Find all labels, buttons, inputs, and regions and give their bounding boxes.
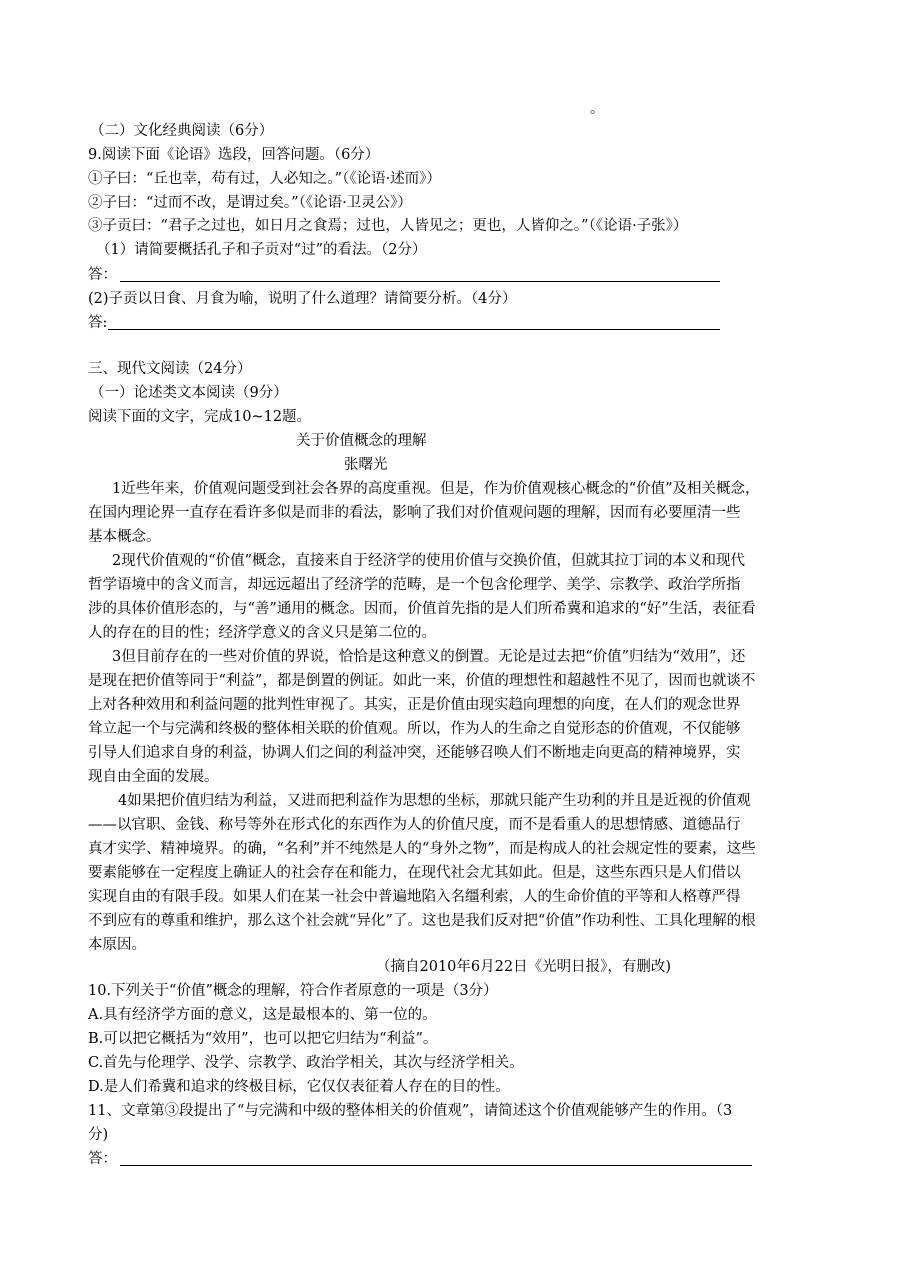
paragraph-4-line-4: 要素能够在一定程度上确证人的社会存在和能力，在现代社会尤其如此。但是，这些东西只是人们借以: [88, 865, 741, 881]
answer-line-1[interactable]: [120, 281, 720, 282]
reading-instruction: 阅读下面的文字，完成10~12题。: [88, 409, 312, 425]
top-dot: 。: [590, 101, 605, 117]
answer-line-3[interactable]: [120, 1165, 752, 1166]
option-d[interactable]: D.是人们希冀和追求的终极目标，它仅仅表征着人存在的目的性。: [88, 1079, 510, 1095]
subsection-heading-argumentative: （一）论述类文本阅读（9分）: [90, 385, 288, 401]
paragraph-4-line-5: 实现自由的有限手段。如果人们在某一社会中普遍地陷入名缰利索，人的生命价值的平等和人格尊严得: [88, 889, 741, 905]
question-11-line-2: 分): [88, 1127, 109, 1143]
paragraph-4-line-7: 本原因。: [88, 937, 146, 953]
answer-line-2[interactable]: [108, 329, 720, 330]
paragraph-3-line-5: 引导人们追求自身的利益，协调人们之间的利益冲突，还能够召唤人们不断地走向更高的精神境界，实: [88, 745, 741, 761]
paragraph-3-line-4: 耸立起一个与完满和终极的整体相关联的价值观。所以，作为人的生命之自觉形态的价值观，不仅能够: [88, 721, 741, 737]
question-10: 10.下列关于“价值”概念的理解，符合作者原意的一项是（3分）: [88, 983, 498, 999]
article-source: （摘自2010年6月22日《光明日报》，有删改): [376, 959, 671, 975]
article-title: 关于价值概念的理解: [296, 433, 427, 449]
quote-3: ③子贡曰：“君子之过也，如日月之食焉；过也，人皆见之；更也，人皆仰之。”（《论语·子张》）: [88, 218, 688, 234]
paragraph-3-line-1: 3但目前存在的一些对价值的界说，恰恰是这种意义的倒置。无论是过去把“价值”归结为“效用”，还: [112, 649, 746, 665]
paragraph-3-line-2: 是现在把价值等同于“利益”，都是倒置的例证。如此一来，价值的理想性和超越性不见了，因而也就谈不: [88, 673, 756, 689]
article-author: 张曙光: [344, 457, 388, 473]
section-heading-modern-reading: 三、现代文阅读（24分）: [88, 361, 252, 377]
answer-label-1: 答：: [88, 267, 117, 283]
answer-label-3: 答：: [88, 1151, 117, 1167]
question-9-1: （1）请简要概括孔子和子贡对“过”的看法。（2分）: [96, 242, 427, 258]
quote-1: ①子曰：“丘也幸，苟有过，人必知之。”（《论语·述而》）: [88, 171, 441, 187]
option-a[interactable]: A.具有经济学方面的意义，这是最根本的、第一位的。: [88, 1007, 437, 1023]
paragraph-2-line-1: 2现代价值观的“价值”概念，直接来自于经济学的使用价值与交换价值，但就其拉丁词的本义和现代: [112, 553, 746, 569]
section-heading-culture-classics: （二）文化经典阅读（6分）: [90, 123, 274, 139]
quote-2: ②子曰：“过而不改，是谓过矣。”（《论语·卫灵公》）: [88, 195, 412, 211]
paragraph-4-line-1: 4如果把价值归结为利益，又进而把利益作为思想的坐标，那就只能产生功利的并且是近视的价值观: [118, 793, 751, 809]
question-9-2: (2)子贡以日食、月食为喻，说明了什么道理？请简要分析。（4分）: [88, 291, 517, 307]
option-b[interactable]: B.可以把它概括为“效用”，也可以把它归结为“利益”。: [88, 1031, 438, 1047]
paragraph-4-line-3: 真才实学、精神境界。的确，“名利”并不纯然是人的“身外之物”，而是构成人的社会规定性的要素，这些: [88, 841, 756, 857]
paragraph-1-line-2: 在国内理论界一直存在看许多似是而非的看法，影响了我们对价值观问题的理解，因而有必要厘清一些: [88, 505, 741, 521]
paragraph-4-line-2: ——以官职、金钱、称号等外在形式化的东西作为人的价值尺度，而不是看重人的思想情感、道德品行: [88, 817, 741, 833]
question-9: 9.阅读下面《论语》选段，回答问题。（6分）: [88, 147, 380, 163]
paragraph-3-line-3: 上对各种效用和利益问题的批判性审视了。其实，正是价值由现实趋向理想的向度，在人们的观念世界: [88, 697, 741, 713]
paragraph-1-line-1: 1近些年来，价值观问题受到社会各界的高度重视。但是，作为价值观核心概念的“价值”及相关概念，: [112, 481, 760, 497]
paragraph-2-line-2: 哲学语境中的含义而言，却远远超出了经济学的范畴，是一个包含伦理学、美学、宗教学、政治学所指: [88, 577, 741, 593]
paragraph-1-line-3: 基本概念。: [88, 529, 161, 545]
answer-label-2: 答:: [88, 315, 108, 331]
paragraph-2-line-3: 涉的具体价值形态的，与“善”通用的概念。因而，价值首先指的是人们所希冀和追求的“好”生活，表征看: [88, 601, 756, 617]
option-c[interactable]: C.首先与伦理学、没学、宗教学、政治学相关，其次与经济学相关。: [88, 1055, 524, 1071]
paragraph-3-line-6: 现自由全面的发展。: [88, 769, 219, 785]
question-11-line-1: 11、文章第③段提出了“与完满和中级的整体相关的价值观”，请简述这个价值观能够产生的作用。（3: [88, 1103, 733, 1119]
paragraph-4-line-6: 不到应有的尊重和维护，那么这个社会就“异化”了。这也是我们反对把“价值”作功利性、工具化理解的根: [88, 913, 756, 929]
paragraph-2-line-4: 人的存在的目的性；经济学意义的含义只是第二位的。: [88, 625, 436, 641]
